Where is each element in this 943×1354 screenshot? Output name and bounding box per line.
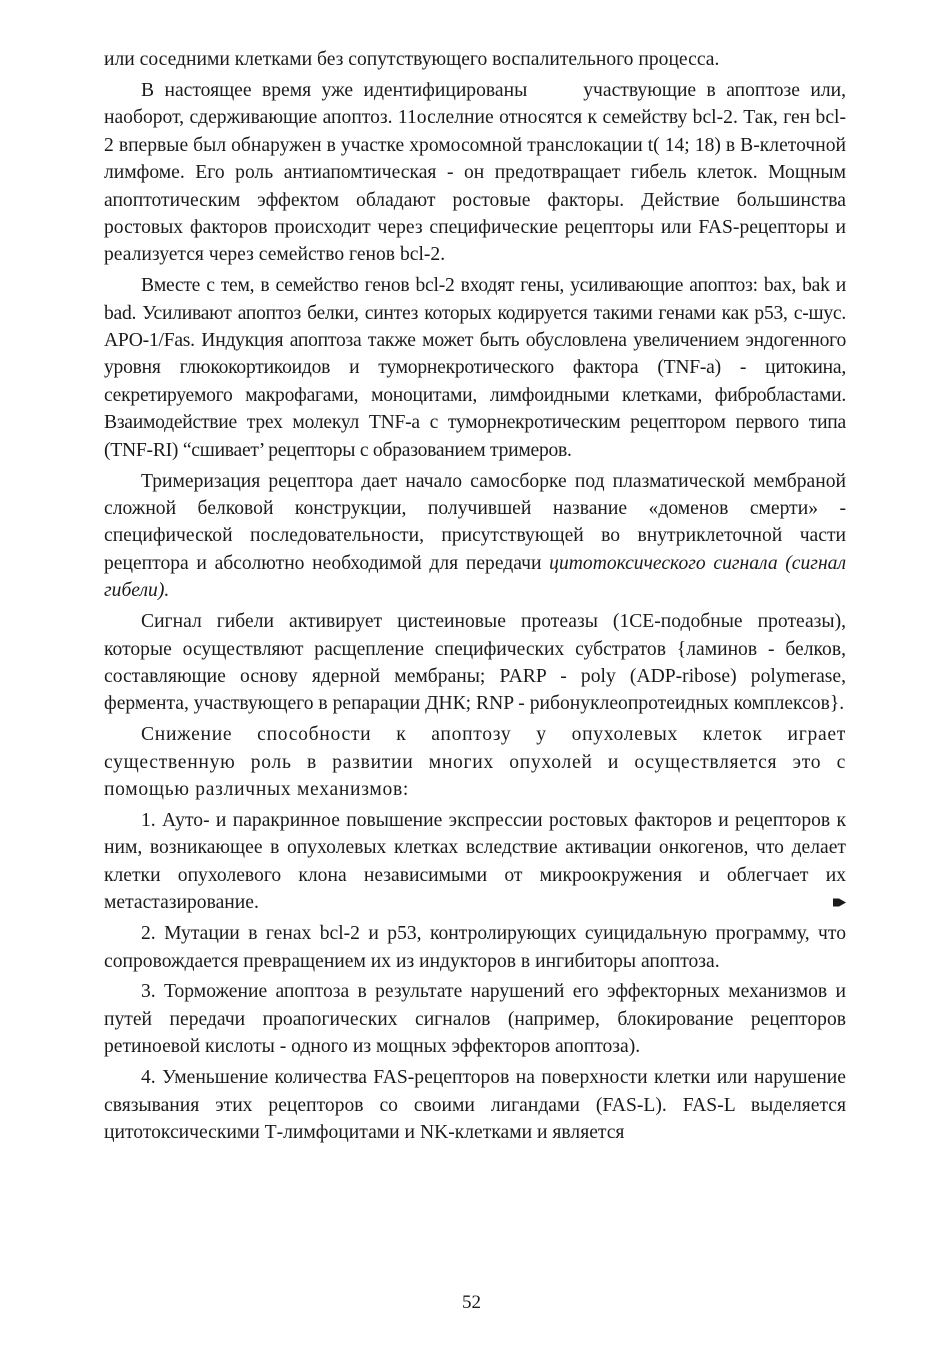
paragraph-4-italic: цитотоксического сигнала (сигнал гибели). bbox=[104, 552, 847, 602]
paragraph-2 bbox=[104, 77, 846, 269]
arrow-bullet-icon bbox=[833, 897, 846, 908]
paragraph-4-text: Тримеризация рецептора дает начало самосборке под плазматической мембраной сложной белковой конструкции, получившей название «доменов смерти» - специфической последовательности, присутствующей во внутриклеточной части рецептора и абсолютно необходимой для передачи bbox=[104, 470, 846, 574]
paragraph-6: Снижение способности к апоптозу у опухолевых клеток играет существенную роль в развитии многих опухолей и осуществляется это с помощью различных механизмов: bbox=[104, 724, 846, 801]
list-item-3: 3. Торможение апоптоза в результате нарушений его эффекторных механизмов и путей передачи проапогических сигналов (например, блокирование рецепторов ретиноевой кислоты - одного из мощных эффекторов апоптоза). bbox=[104, 981, 846, 1058]
paragraph-3: Вместе с тем, в семейство генов bcl-2 входят гены, усиливающие апоптоз: bax, bak и bad. Усиливают апоптоз белки, синтез которых кодируется такими генами как р53, с-шус. АРО-1/Fas. Индукция апоптоза также может быть обусловлена увеличением эндогенного уровня глюкокортикоидов и туморнекротического фактора (TNF-a) - цитокина, секретируемого макрофагами, моноцитами, лимфоидными клетками, фибробластами. Взаимодействие трех молекул TNF-a с туморнекротическим рецептором первого типа (TNF-RI) “сшивает’ рецепторы с образованием тримеров. bbox=[104, 275, 846, 461]
list-item-2: 2. Мутации в генах bcl-2 и р53, контролирующих суицидальную программу, что сопровождается превращением их из индукторов в ингибиторы апоптоза. bbox=[104, 923, 846, 972]
paragraph-2-start: В настоящее время уже идентифицированы bbox=[141, 79, 528, 101]
list-item-1 bbox=[104, 807, 846, 917]
paragraph-1: или соседними клетками без сопутствующего воспалительного процесса. bbox=[104, 49, 720, 70]
page-number: 52 bbox=[462, 1292, 481, 1313]
paragraph-5: Сигнал гибели активирует цистеиновые протеазы (1СЕ-подобные протеазы), которые осуществляют расщепление специфических субстратов {ламинов - белков, составляющие основу ядерной мембраны; PARP - poly (ADP-ribose) polymerase, фермента, участвующего в репарации ДНК; RNP - рибонуклеопротеидных комплексов}. bbox=[104, 611, 846, 715]
paragraph-4 bbox=[104, 468, 846, 605]
list-item-1-text: 1. Ауто- и паракринное повышение экспрессии ростовых факторов и рецепторов к ним, возникающее в опухолевых клетках вследствие активации онкогенов, что делает клетки опухолевого клона независимыми от микроокружения и облегчает их метастазирование. bbox=[104, 809, 846, 914]
paragraph-2-rest: участвующие в апоптозе или, наоборот, сдерживающие апоптоз. 11ослелние относятся к семейству bcl-2. Так, ген bcl-2 впервые был обнаружен в участке хромосомной транслокации t( 14; 18) в В-клеточной лимфоме. Его роль антиапомтическая - он предотвращает гибель клеток. Мощным апоптотическим эффектом обладают ростовые факторы. Действие большинства ростовых факторов происходит через специфические рецепторы или FAS-рецепторы и реализуется через семейство генов bcl-2. bbox=[104, 79, 846, 266]
page-body bbox=[104, 46, 846, 1150]
list-item-4: 4. Уменьшение количества FAS-рецепторов на поверхности клетки или нарушение связывания этих рецепторов со своими лигандами (FAS-L). FAS-L выделяется цитотоксическими Т-лимфоцитами и NK-клетками и является bbox=[104, 1067, 846, 1143]
